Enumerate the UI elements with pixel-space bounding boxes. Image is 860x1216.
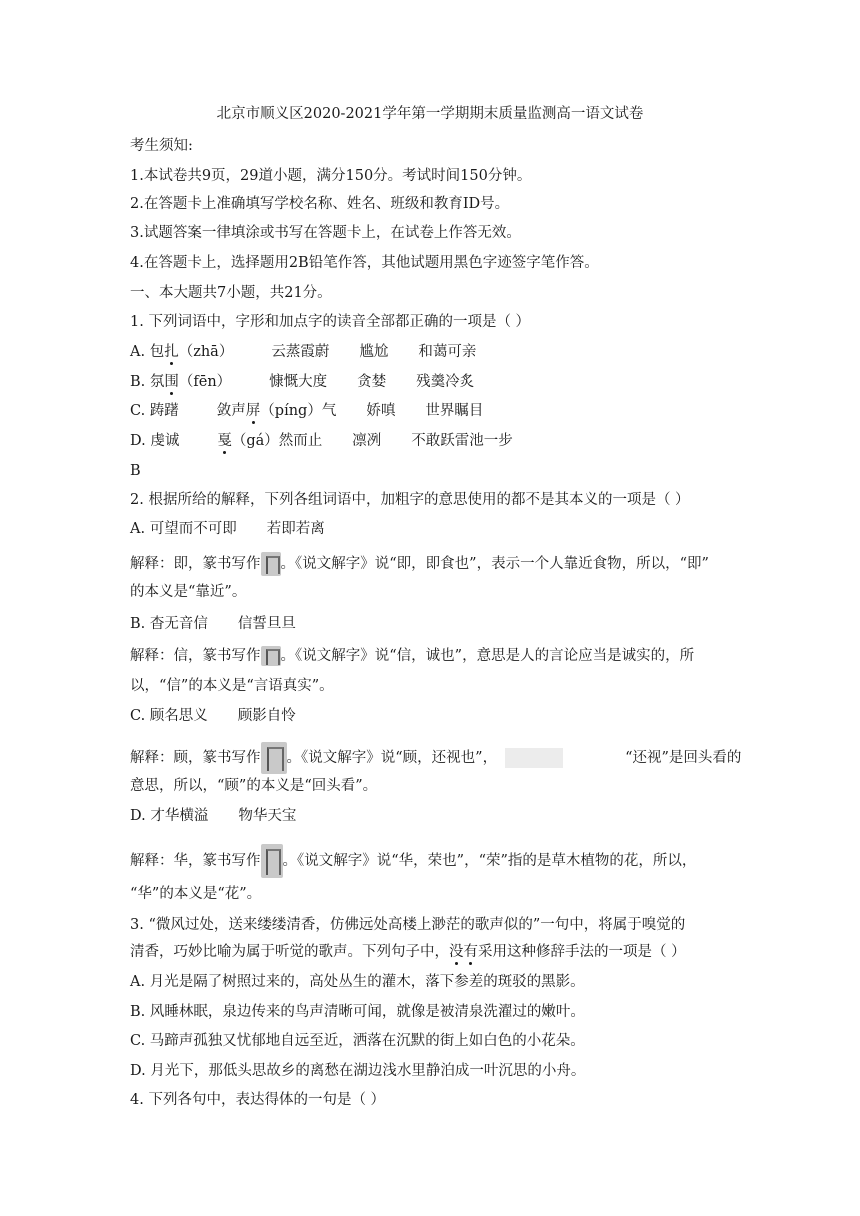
option-label: D. (130, 433, 151, 449)
option-word: 可望而不可即 (149, 521, 237, 537)
question-2-explanation-c-cont: 意思，所以，“顾”的本义是“回头看”。 (130, 778, 378, 794)
option-word: 和蔼可亲 (418, 344, 477, 360)
question-3-stem: 3. “微风过处，送来缕缕清香，仿佛远处高楼上渺茫的歌声似的”一句中，将属于嗅觉的 (130, 917, 686, 933)
explanation-text: 。《说文解字》说“信，诚也”，意思是人的言论应当是诚实的，所 (280, 648, 695, 664)
question-2-option-c (130, 706, 730, 726)
question-4-stem: 4. 下列各句中，表达得体的一句是（ ） (130, 1092, 386, 1108)
option-word: 包 (149, 344, 165, 360)
option-word: 物华天宝 (238, 808, 297, 824)
question-2-explanation-b-cont: 以，“信”的本义是“言语真实”。 (130, 678, 334, 694)
question-2-explanation-d-cont: “华”的本义是“花”。 (130, 886, 262, 902)
option-word: 慷慨大度 (269, 374, 328, 390)
explanation-text: 解释：信，篆书写作 (130, 648, 261, 664)
notice-item: 2.在答题卡上准确填写学校名称、姓名、班级和教育ID号。 (130, 196, 510, 212)
option-word: 踌躇 (149, 403, 179, 419)
option-label: C. (130, 708, 150, 724)
question-3-option-a: A. 月光是隔了树照过来的，高处丛生的灌木，落下参差的斑驳的黑影。 (130, 974, 585, 990)
question-1-option-c (130, 401, 730, 421)
stem-text: 采用这种修辞手法的一项是（ ） (478, 944, 686, 960)
notice-item: 3.试题答案一律填涂或书写在答题卡上，在试卷上作答无效。 (130, 225, 521, 241)
dotted-char: 屏 (245, 403, 261, 419)
question-2-explanation-b (130, 646, 730, 666)
dotted-char: 没 (449, 944, 464, 960)
question-2-explanation-a-cont: 的本义是“靠近”。 (130, 584, 247, 600)
question-2-stem: 2. 根据所给的解释，下列各组词语中，加粗字的意思使用的都不是其本义的一项是（ ） (130, 492, 690, 508)
explanation-text: 。《说文解字》说“顾，还视也”， (286, 750, 498, 766)
question-1-option-b (130, 372, 730, 392)
option-word: 若即若离 (266, 521, 325, 537)
page-title: 北京市顺义区2020-2021学年第一学期期末质量监测高一语文试卷 (216, 106, 644, 122)
notice-item: 4.在答题卡上，选择题用2B铅笔作答，其他试题用黑色字迹签字笔作答。 (130, 255, 599, 271)
option-word: 世界瞩目 (425, 403, 484, 419)
seal-script-image (261, 646, 281, 666)
pinyin: （fēn） (178, 374, 232, 390)
section-heading: 一、本大题共7小题，共21分。 (130, 285, 332, 301)
dotted-char: 扎 (164, 344, 179, 360)
option-label: C. (130, 403, 150, 419)
question-3-option-b: B. 风睡林眠，泉边传来的鸟声清晰可闻，就像是被清泉洗濯过的嫩叶。 (130, 1004, 585, 1020)
option-word: 信誓旦旦 (237, 616, 296, 632)
option-word: 尴尬 (359, 344, 389, 360)
question-1-stem: 1. 下列词语中，字形和加点字的读音全部都正确的一项是（ ） (130, 314, 531, 330)
option-label: A. (130, 521, 150, 537)
question-1-answer: B (130, 463, 141, 479)
explanation-text: 解释：华，篆书写作 (130, 853, 261, 869)
option-word: 娇嗔 (366, 403, 396, 419)
pinyin: （píng）气 (260, 403, 337, 419)
question-3-stem-cont (130, 942, 730, 962)
dotted-char: 戛 (217, 433, 232, 449)
question-1-option-d (130, 431, 730, 451)
option-word: 顾影自怜 (237, 708, 296, 724)
option-word: 凛冽 (352, 433, 382, 449)
seal-script-image (261, 742, 287, 774)
option-word: 氛 (149, 374, 165, 390)
option-label: D. (130, 808, 151, 824)
option-word: 贪婪 (357, 374, 387, 390)
option-word: 虔诚 (150, 433, 180, 449)
seal-script-image (261, 552, 281, 576)
dotted-char: 有 (463, 944, 478, 960)
option-word: 才华横溢 (150, 808, 209, 824)
option-label: A. (130, 344, 150, 360)
pinyin: （zhā） (178, 344, 234, 360)
explanation-text: 解释：即，篆书写作 (130, 556, 261, 572)
question-3-option-c: C. 马蹄声孤独又忧郁地自远至近，洒落在沉默的街上如白色的小花朵。 (130, 1033, 585, 1049)
option-word: 顾名思义 (149, 708, 208, 724)
scan-artifact (505, 748, 563, 768)
stem-text: 清香，巧妙比喻为属于听觉的歌声。下列句子中， (130, 944, 449, 960)
explanation-text: 。《说文解字》说“华，荣也”，“荣”指的是草木植物的花，所以， (282, 853, 697, 869)
notice-heading: 考生须知: (130, 138, 193, 154)
question-3-option-d: D. 月光下，那低头思故乡的离愁在湖边浅水里静泊成一叶沉思的小舟。 (130, 1063, 586, 1079)
question-2-option-d (130, 806, 730, 826)
option-word: 杳无音信 (149, 616, 208, 632)
question-2-option-a (130, 519, 730, 539)
explanation-text: “还视”是回头看的 (625, 750, 742, 766)
question-1-option-a (130, 342, 730, 362)
question-2-explanation-d (130, 844, 730, 878)
option-word: 不敢跃雷池一步 (411, 433, 513, 449)
explanation-text: 解释：顾，篆书写作 (130, 750, 261, 766)
notice-item: 1.本试卷共9页，29道小题，满分150分。考试时间150分钟。 (130, 168, 532, 184)
explanation-text: 。《说文解字》说“即，即食也”，表示一个人靠近食物，所以，“即” (280, 556, 709, 572)
dotted-char: 围 (164, 374, 179, 390)
option-word: 敛声 (216, 403, 246, 419)
option-label: B. (130, 616, 150, 632)
option-label: B. (130, 374, 150, 390)
question-2-option-b (130, 614, 730, 634)
question-2-explanation-a (130, 552, 730, 576)
option-word: 云蒸霞蔚 (271, 344, 330, 360)
option-word: 残羹冷炙 (416, 374, 475, 390)
question-2-explanation-c (130, 742, 742, 774)
pinyin: （gá）然而止 (231, 433, 323, 449)
seal-script-image (261, 844, 283, 878)
